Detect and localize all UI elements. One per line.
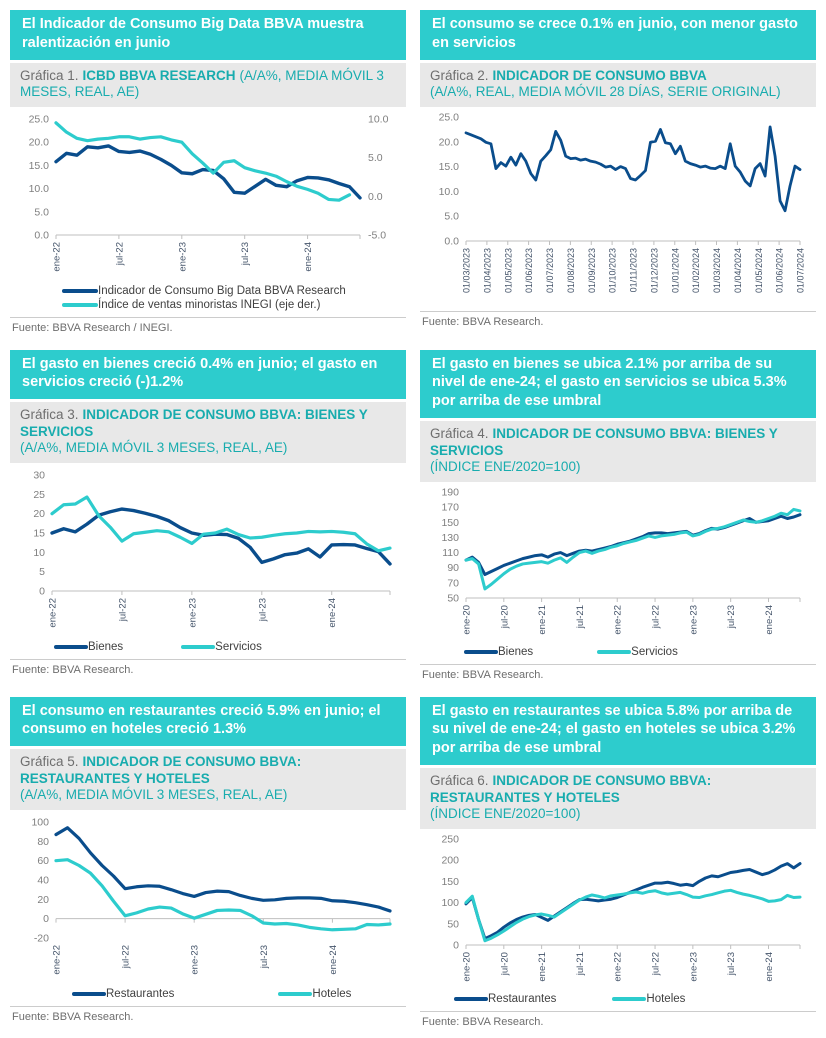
legend-swatch-navy (54, 645, 88, 649)
svg-text:0.0: 0.0 (444, 235, 459, 248)
line-chart (10, 463, 406, 639)
chart-number-label: Gráfica 6. (430, 773, 489, 789)
legend-item (54, 641, 123, 653)
chart-title-qualifier: (A/A%, REAL, MEDIA MÓVIL 28 DÍAS, SERIE ORIGINAL) (430, 84, 781, 100)
svg-text:jul-23: jul-23 (240, 241, 252, 265)
chart-number-label: Gráfica 5. (20, 754, 79, 770)
legend-label: Bienes (88, 640, 124, 653)
panel-grafica-3 (10, 350, 406, 680)
svg-text:5.0: 5.0 (34, 205, 49, 218)
legend-swatch-teal (278, 992, 312, 996)
line-chart (420, 829, 816, 991)
legend-item (62, 285, 406, 297)
panel-headline: El gasto en bienes creció 0.4% en junio; el gasto en servicios creció (-)1.2% (10, 350, 406, 400)
source-note: Fuente: BBVA Research. (420, 311, 816, 332)
svg-text:20.0: 20.0 (28, 136, 49, 149)
source-note: Fuente: BBVA Research. (420, 664, 816, 685)
svg-text:01/07/2023: 01/07/2023 (545, 247, 555, 293)
source-note: Fuente: BBVA Research / INEGI. (10, 317, 406, 338)
legend-label: Indicador de Consumo Big Data BBVA Research (98, 284, 346, 297)
svg-text:15.0: 15.0 (28, 159, 49, 172)
svg-text:ene-21: ene-21 (537, 604, 549, 635)
svg-text:01/01/2024: 01/01/2024 (670, 247, 681, 293)
svg-text:0: 0 (39, 585, 45, 598)
svg-text:01/04/2023: 01/04/2023 (482, 247, 493, 293)
legend-item (278, 988, 351, 1000)
line-chart (420, 107, 816, 305)
svg-text:150: 150 (441, 516, 459, 529)
svg-text:15: 15 (33, 527, 45, 540)
legend-label: Índice de ventas minoristas INEGI (eje der.) (98, 298, 321, 311)
chart-title-qualifier: (ÍNDICE ENE/2020=100) (430, 459, 581, 475)
svg-text:01/08/2023: 01/08/2023 (565, 247, 576, 293)
legend-label: Servicios (215, 640, 262, 653)
chart-caption (10, 402, 406, 462)
svg-text:ene-23: ene-23 (189, 944, 201, 975)
line-chart (10, 810, 406, 986)
legend-swatch-navy (62, 289, 98, 293)
panel-grafica-2 (420, 10, 816, 332)
legend-label: Hoteles (646, 992, 686, 1005)
svg-text:60: 60 (37, 854, 49, 867)
chart-title: INDICADOR DE CONSUMO BBVA: BIENES Y SERVICIOS (430, 426, 778, 458)
svg-text:250: 250 (441, 833, 459, 845)
svg-text:jul-20: jul-20 (499, 604, 511, 628)
legend-swatch-navy (454, 997, 488, 1001)
svg-text:110: 110 (442, 546, 459, 559)
svg-text:15.0: 15.0 (438, 160, 459, 173)
svg-text:01/12/2023: 01/12/2023 (649, 247, 660, 293)
chart-title: INDICADOR DE CONSUMO BBVA (492, 67, 707, 83)
svg-text:ene-23: ene-23 (688, 951, 700, 982)
svg-text:50: 50 (447, 592, 459, 605)
svg-text:ene-24: ene-24 (327, 944, 339, 975)
svg-text:ene-20: ene-20 (461, 951, 473, 982)
svg-text:10.0: 10.0 (28, 182, 49, 195)
legend-label: Bienes (498, 645, 534, 658)
chart-title: INDICADOR DE CONSUMO BBVA: RESTAURANTES Y HOTELES (430, 773, 712, 805)
svg-text:50: 50 (447, 917, 459, 930)
svg-text:01/04/2024: 01/04/2024 (732, 247, 743, 293)
svg-text:ene-23: ene-23 (177, 241, 189, 272)
svg-text:01/05/2023: 01/05/2023 (503, 247, 514, 293)
svg-text:01/06/2024: 01/06/2024 (774, 247, 785, 293)
legend-swatch-navy (464, 650, 498, 654)
svg-text:20: 20 (33, 507, 45, 520)
svg-text:0: 0 (453, 939, 459, 951)
chart-title-qualifier: (A/A%, MEDIA MÓVIL 3 MESES, REAL, AE) (20, 440, 288, 456)
legend-item (612, 993, 685, 1005)
svg-text:ene-22: ene-22 (51, 241, 63, 272)
panel-grafica-6 (420, 697, 816, 1032)
line-chart (420, 482, 816, 644)
svg-text:-20: -20 (33, 932, 49, 945)
svg-text:01/10/2023: 01/10/2023 (607, 247, 618, 293)
panel-grafica-4 (420, 350, 816, 685)
svg-text:0.0: 0.0 (34, 229, 49, 242)
legend-label: Restaurantes (488, 992, 557, 1005)
svg-text:01/11/2023: 01/11/2023 (628, 247, 639, 293)
svg-text:30: 30 (33, 469, 45, 482)
panel-grafica-1 (10, 10, 406, 338)
svg-text:200: 200 (441, 854, 459, 867)
svg-text:0: 0 (43, 912, 49, 925)
chart-title-qualifier: (ÍNDICE ENE/2020=100) (430, 806, 581, 822)
svg-text:ene-22: ene-22 (612, 604, 624, 635)
svg-text:25.0: 25.0 (438, 111, 459, 124)
svg-text:0.0: 0.0 (368, 190, 383, 203)
svg-text:ene-24: ene-24 (303, 241, 315, 272)
svg-text:01/06/2023: 01/06/2023 (524, 247, 535, 293)
svg-text:ene-21: ene-21 (537, 951, 549, 982)
chart-legend (464, 646, 816, 658)
chart-title: ICBD BBVA RESEARCH (82, 67, 236, 83)
legend-swatch-teal (62, 303, 98, 307)
svg-text:jul-23: jul-23 (258, 944, 270, 968)
svg-text:ene-23: ene-23 (688, 604, 700, 635)
panel-headline: El consumo se crece 0.1% en junio, con menor gasto en servicios (420, 10, 816, 60)
svg-text:jul-22: jul-22 (114, 241, 126, 265)
svg-text:25.0: 25.0 (28, 113, 49, 126)
svg-text:190: 190 (441, 486, 459, 499)
panel-headline: El Indicador de Consumo Big Data BBVA muestra ralentización en junio (10, 10, 406, 60)
panel-headline: El gasto en restaurantes se ubica 5.8% por arriba de su nivel de ene-24; el gasto en hoteles se ubica 3.2% por arriba de ese umbral (420, 697, 816, 766)
chart-legend (72, 988, 406, 1000)
svg-text:10.0: 10.0 (368, 113, 389, 126)
svg-text:130: 130 (441, 531, 459, 544)
svg-text:jul-21: jul-21 (574, 951, 586, 975)
svg-text:jul-23: jul-23 (726, 604, 738, 628)
svg-text:100: 100 (441, 896, 459, 909)
svg-text:10.0: 10.0 (438, 185, 459, 198)
legend-label: Servicios (631, 645, 678, 658)
legend-label: Restaurantes (106, 987, 175, 1000)
legend-swatch-teal (181, 645, 215, 649)
svg-text:5.0: 5.0 (368, 151, 383, 164)
svg-text:jul-22: jul-22 (650, 604, 662, 628)
svg-text:01/07/2024: 01/07/2024 (795, 247, 806, 293)
svg-text:70: 70 (447, 576, 459, 589)
legend-item (62, 299, 406, 311)
svg-text:150: 150 (441, 875, 459, 888)
svg-text:jul-21: jul-21 (574, 604, 586, 628)
svg-text:ene-20: ene-20 (461, 604, 473, 635)
svg-text:jul-20: jul-20 (499, 951, 511, 975)
svg-text:01/02/2024: 01/02/2024 (691, 247, 702, 293)
chart-caption (420, 768, 816, 828)
svg-text:01/03/2024: 01/03/2024 (712, 247, 722, 293)
svg-text:ene-24: ene-24 (763, 951, 775, 982)
svg-text:5: 5 (39, 565, 45, 578)
legend-label: Hoteles (312, 987, 352, 1000)
chart-number-label: Gráfica 3. (20, 407, 79, 423)
source-note: Fuente: BBVA Research. (10, 1006, 406, 1027)
svg-text:jul-22: jul-22 (117, 597, 129, 621)
chart-title: INDICADOR DE CONSUMO BBVA: RESTAURANTES Y HOTELES (20, 754, 302, 786)
svg-text:ene-22: ene-22 (47, 597, 59, 628)
svg-text:40: 40 (37, 874, 49, 887)
chart-title: INDICADOR DE CONSUMO BBVA: BIENES Y SERVICIOS (20, 407, 368, 439)
svg-text:ene-22: ene-22 (612, 951, 624, 982)
legend-item (464, 646, 533, 658)
svg-text:ene-24: ene-24 (763, 604, 775, 635)
chart-title-qualifier: (A/A%, MEDIA MÓVIL 3 MESES, REAL, AE) (20, 67, 384, 100)
svg-text:01/09/2023: 01/09/2023 (586, 247, 597, 293)
svg-text:-5.0: -5.0 (368, 229, 387, 242)
svg-text:jul-23: jul-23 (257, 597, 269, 621)
svg-text:90: 90 (447, 561, 459, 574)
svg-text:ene-24: ene-24 (327, 597, 339, 628)
chart-caption (420, 63, 816, 107)
svg-text:10: 10 (33, 546, 45, 559)
svg-text:ene-22: ene-22 (51, 944, 63, 975)
svg-text:jul-22: jul-22 (120, 944, 132, 968)
legend-swatch-teal (597, 650, 631, 654)
source-note: Fuente: BBVA Research. (420, 1011, 816, 1032)
chart-number-label: Gráfica 1. (20, 67, 79, 83)
source-note: Fuente: BBVA Research. (10, 659, 406, 680)
chart-legend (454, 993, 816, 1005)
svg-text:jul-23: jul-23 (726, 951, 738, 975)
svg-text:20.0: 20.0 (438, 135, 459, 148)
svg-text:80: 80 (37, 835, 49, 848)
svg-text:5.0: 5.0 (444, 210, 459, 223)
panel-headline: El gasto en bienes se ubica 2.1% por arriba de su nivel de ene-24; el gasto en servicios se ubica 5.3% por arriba de ese umbral (420, 350, 816, 419)
svg-text:01/05/2024: 01/05/2024 (753, 247, 764, 293)
line-chart (10, 107, 406, 283)
legend-item (597, 646, 678, 658)
svg-text:01/03/2023: 01/03/2023 (461, 247, 472, 293)
svg-text:jul-22: jul-22 (650, 951, 662, 975)
svg-text:20: 20 (37, 893, 49, 906)
legend-swatch-teal (612, 997, 646, 1001)
legend-item (181, 641, 262, 653)
svg-text:ene-23: ene-23 (187, 597, 199, 628)
chart-legend (54, 641, 406, 653)
legend-item (72, 988, 174, 1000)
svg-text:100: 100 (31, 816, 49, 829)
chart-caption (10, 749, 406, 809)
panel-headline: El consumo en restaurantes creció 5.9% en junio; el consumo en hoteles creció 1.3% (10, 697, 406, 747)
chart-title-qualifier: (A/A%, MEDIA MÓVIL 3 MESES, REAL, AE) (20, 787, 288, 803)
chart-caption (10, 63, 406, 107)
chart-number-label: Gráfica 4. (430, 426, 489, 442)
svg-text:25: 25 (33, 488, 45, 501)
svg-text:170: 170 (441, 501, 459, 514)
chart-caption (420, 421, 816, 481)
chart-number-label: Gráfica 2. (430, 67, 489, 83)
legend-item (454, 993, 556, 1005)
panel-grafica-5 (10, 697, 406, 1027)
chart-legend (62, 285, 406, 311)
legend-swatch-navy (72, 992, 106, 996)
